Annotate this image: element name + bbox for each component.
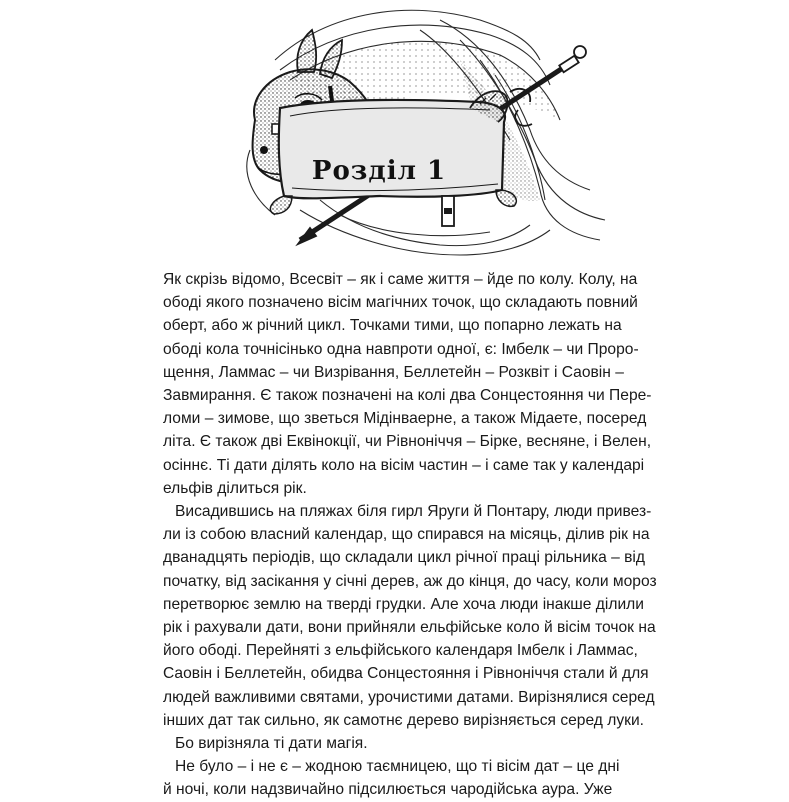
text-line: Завмирання. Є також позначені на колі два Сонцестояння чи Пере- [163, 387, 652, 405]
paragraph-1 [163, 268, 652, 500]
text-line: людей важливими святами, урочистими датами. Вирізнялися серед [163, 688, 655, 706]
text-line: Не було – і не є – жодною таємницею, що ті вісім дат – це дні [175, 758, 620, 776]
text-line: щення, Ламмас – чи Визрівання, Беллетейн – Розквіт і Саовін – [163, 363, 624, 381]
text-line: ободі кола точнісінько одна навпроти одної, є: Імбелк – чи Проро- [163, 340, 639, 358]
text-line: Бо вирізняла ті дати магія. [175, 735, 368, 753]
text-line: Висадившись на пляжах біля гирл Яруги й Понтару, люди привез- [175, 503, 652, 521]
paragraph-3 [163, 732, 596, 755]
text-line: початку, від засікання у січні дерев, аж до кінця, до часу, коли мороз [163, 572, 657, 590]
text-line: осіннє. Ті дати ділять коло на вісім частин – і саме так у календарі [163, 456, 645, 474]
chapter-title: Розділ 1 [311, 156, 447, 186]
text-line: ободі якого позначено вісім магічних точок, що складають повний [163, 294, 638, 312]
text-line: дванадцять періодів, що складали цикл річної праці рільника – від [163, 549, 645, 567]
chapter-illustration [180, 0, 610, 262]
text-line: ли із собою власний календар, що спирався на місяць, ділив рік на [163, 526, 650, 544]
paragraph-2 [163, 500, 657, 732]
text-line: інших дат так сильно, як самотнє дерево вирізняється серед луки. [163, 711, 644, 729]
text-line: рік і рахували дати, вони прийняли ельфійське коло й вісім точок на [163, 619, 656, 637]
text-line: літа. Є також дві Еквінокції, чи Рівноніччя – Бірке, весняне, і Велен, [163, 433, 652, 451]
paragraph-4 [163, 755, 620, 801]
text-line: ельфів ділиться рік. [163, 479, 307, 497]
text-line: Саовін і Беллетейн, обидва Сонцестояння і Рівноніччя стали й для [163, 665, 649, 683]
text-line: перетворює землю на тверді грудки. Але хоча люди інакше ділили [163, 595, 644, 613]
text-line: ломи – зимове, що зветься Мідінваерне, а також Мідаете, посеред [163, 410, 647, 428]
text-line: й ночі, коли надзвичайно підсилюється чародійська аура. Уже [163, 781, 613, 799]
text-line: його ободі. Перейняті з ельфійського календаря Імбелк і Ламмас, [163, 642, 638, 660]
text-line: оберт, або ж річний цикл. Точками тими, що попарно лежать на [163, 317, 622, 335]
chapter-text [163, 268, 657, 802]
horse-head-illustration [180, 0, 610, 262]
text-line: Як скрізь відомо, Всесвіт – як і саме життя – йде по колу. Колу, на [163, 271, 638, 288]
